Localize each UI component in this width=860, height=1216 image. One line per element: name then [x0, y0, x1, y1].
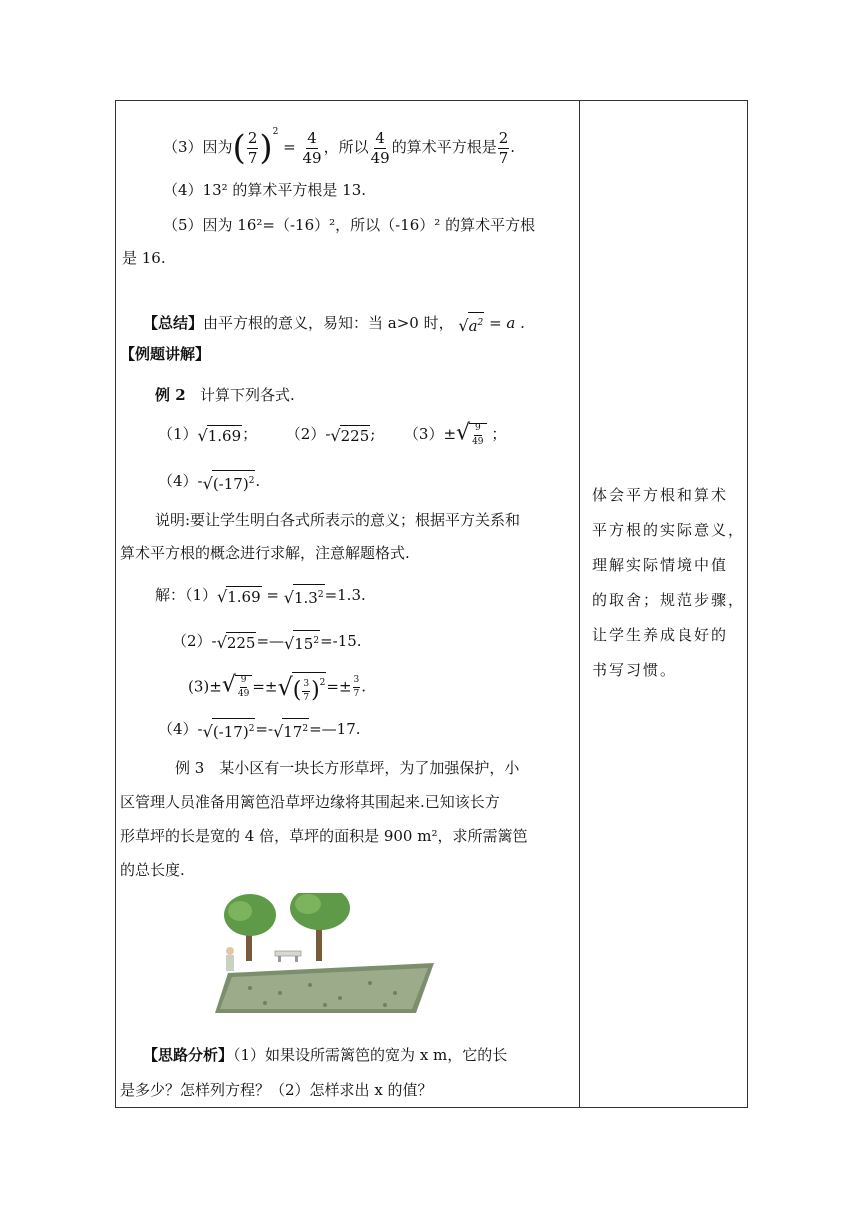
- solution-3: (3)±√ $\frac{9}{49}$ =±√( $\frac{3}{7}$ )$^2$=± $\frac{3}{7}$ .: [188, 672, 367, 703]
- example-3-line-1: 例 3 某小区有一块长方形草坪，为了加强保护，小: [175, 759, 520, 777]
- solution-1: 解：$(1)√1.69 = √1.3^2=1.3$.: [155, 586, 366, 607]
- note-line-4: 的取舍；规范步骤，: [592, 591, 746, 609]
- explanation-line-1: 说明:要让学生明白各式所表示的意义；根据平方关系和: [155, 511, 521, 529]
- example-2-title: 例 2 计算下列各式.: [155, 386, 295, 404]
- summary-label: 【总结】: [143, 314, 204, 332]
- column-divider: [579, 100, 580, 1108]
- example-heading: 【例题讲解】: [120, 345, 211, 363]
- example-2-items: （1）√1.69； （2）-√225; （3）±√ $\frac{9}{49}$ ；: [158, 420, 507, 447]
- analysis-label: 【思路分析】: [143, 1046, 234, 1064]
- example-2-item-4: $(4)-√(-17)^2$.: [158, 472, 261, 493]
- note-line-5: 让学生养成良好的: [592, 626, 729, 644]
- line-item-4: （4）13² 的算术平方根是 13.: [163, 181, 367, 199]
- note-line-1: 体会平方根和算术: [592, 486, 729, 504]
- analysis-line-1: 【思路分析】（1）如果设所需篱笆的宽为 x m，它的长: [143, 1046, 508, 1064]
- line-item-5b: 是 16.: [122, 249, 166, 267]
- example-3-line-3: 形草坪的长是宽的 4 倍，草坪的面积是 900 m²，求所需篱笆: [120, 827, 528, 845]
- summary-line: 【总结】由平方根的意义，易知：当 a>0 时， $√a^2 = a$ .: [143, 314, 525, 335]
- note-line-2: 平方根的实际意义，: [592, 521, 746, 539]
- example-3-line-4: 的总长度.: [120, 861, 185, 879]
- solution-2: $(2)-√225=—√15^2=-15$.: [172, 632, 362, 653]
- solution-4: $(4)-√(-17)^2=-√17^2=—17$.: [158, 720, 361, 741]
- analysis-line-2: 是多少？怎样列方程？（2）怎样求出 x 的值？: [120, 1081, 433, 1099]
- note-line-6: 书写习惯。: [592, 661, 678, 679]
- example-3-line-2: 区管理人员准备用篱笆沿草坪边缘将其围起来.已知该长方: [120, 793, 500, 811]
- line-item-5a: （5）因为 16²=（-16）²，所以（-16）² 的算术平方根: [163, 216, 536, 234]
- note-line-3: 理解实际情境中值: [592, 556, 729, 574]
- explanation-line-2: 算术平方根的概念进行求解，注意解题格式.: [120, 544, 410, 562]
- line-item-3: （3）因为( $\frac{2}{7}$ )$^2$ = $\frac{4}{49}$ ，所以 $\frac{4}{49}$ 的算术平方根是 $\frac{2}{7}$ .: [163, 127, 516, 168]
- lawn-illustration: [140, 893, 440, 1018]
